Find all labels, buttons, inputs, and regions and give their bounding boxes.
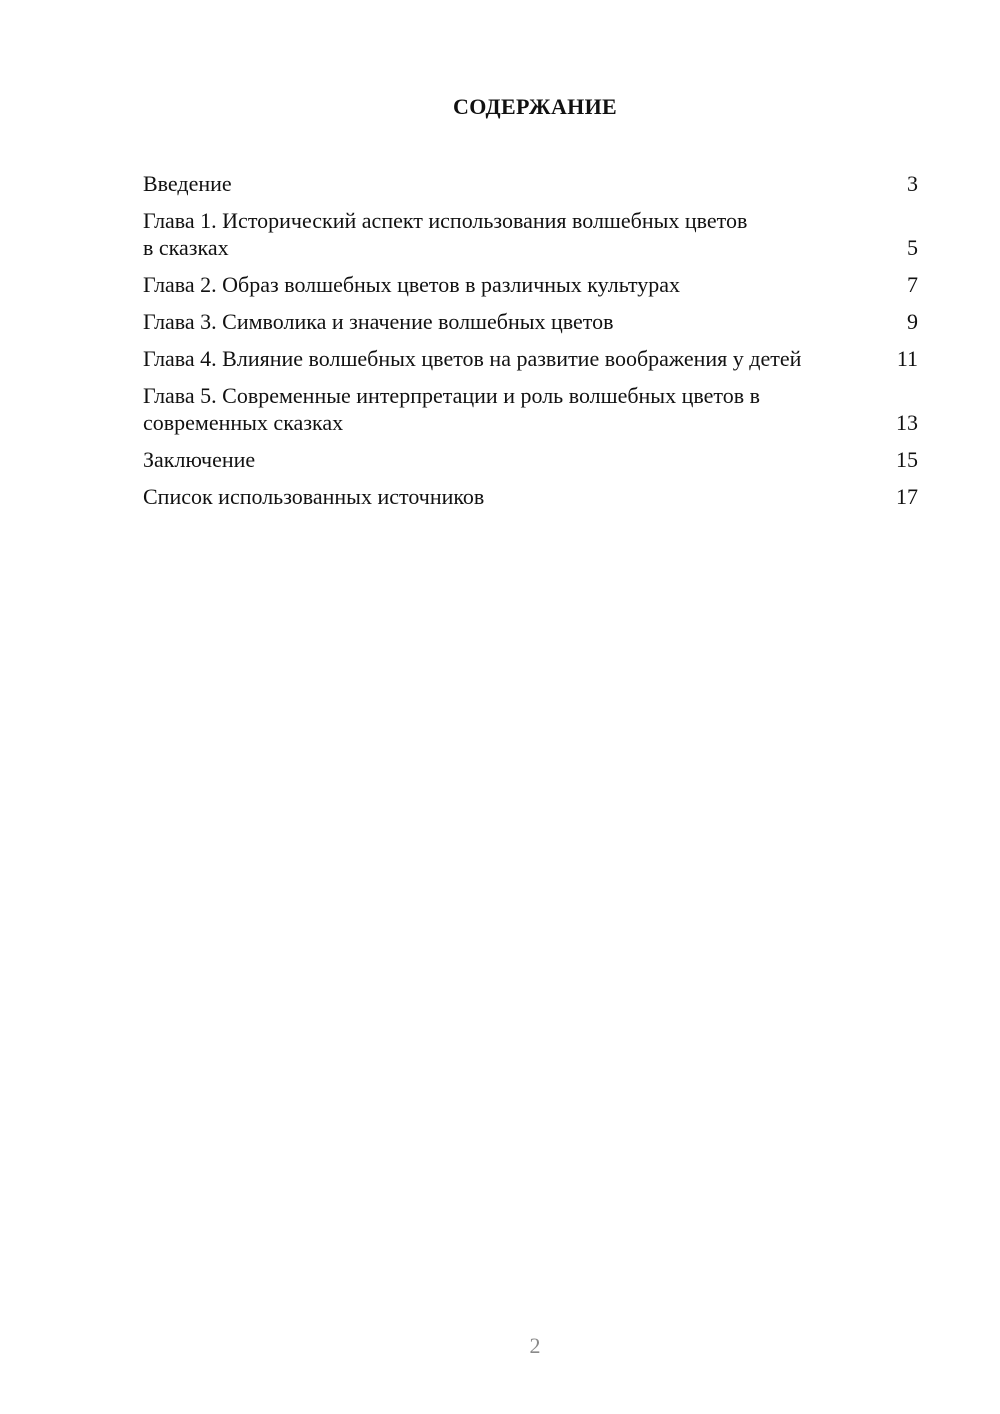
toc-entry-page: 11 [896, 346, 918, 371]
toc-entry-chapter-1[interactable] [143, 207, 918, 261]
toc-entry-page: 13 [896, 410, 918, 435]
toc-entry-page: 3 [907, 171, 918, 196]
toc-entry-chapter-3[interactable] [143, 308, 918, 335]
toc-entry-label: Глава 4. Влияние волшебных цветов на развитие воображения у детей [143, 346, 802, 371]
toc-entry-page: 17 [896, 484, 918, 509]
page-title: СОДЕРЖАНИЕ [453, 94, 617, 119]
toc-entry-label: Глава 3. Символика и значение волшебных цветов [143, 309, 614, 334]
toc-entry-references[interactable] [143, 483, 918, 510]
toc-entry-label: Глава 1. Исторический аспект использования волшебных цветов в сказках [143, 208, 748, 260]
toc-entry-page: 9 [907, 309, 918, 334]
table-of-contents [143, 170, 918, 520]
toc-entry-chapter-2[interactable] [143, 271, 918, 298]
toc-entry-page: 15 [896, 447, 918, 472]
toc-entry-label: Глава 2. Образ волшебных цветов в различных культурах [143, 272, 680, 297]
toc-entry-chapter-5[interactable] [143, 382, 918, 436]
toc-entry-introduction[interactable] [143, 170, 918, 197]
page-number: 2 [529, 1333, 541, 1358]
toc-entry-label: Глава 5. Современные интерпретации и роль волшебных цветов в современных сказках [143, 383, 760, 435]
toc-entry-label: Введение [143, 171, 232, 196]
toc-entry-page: 7 [907, 272, 918, 297]
toc-entry-conclusion[interactable] [143, 446, 918, 473]
toc-entry-chapter-4[interactable] [143, 345, 918, 372]
toc-entry-page: 5 [907, 235, 918, 260]
toc-entry-label: Заключение [143, 447, 256, 472]
toc-entry-label: Список использованных источников [143, 484, 485, 509]
